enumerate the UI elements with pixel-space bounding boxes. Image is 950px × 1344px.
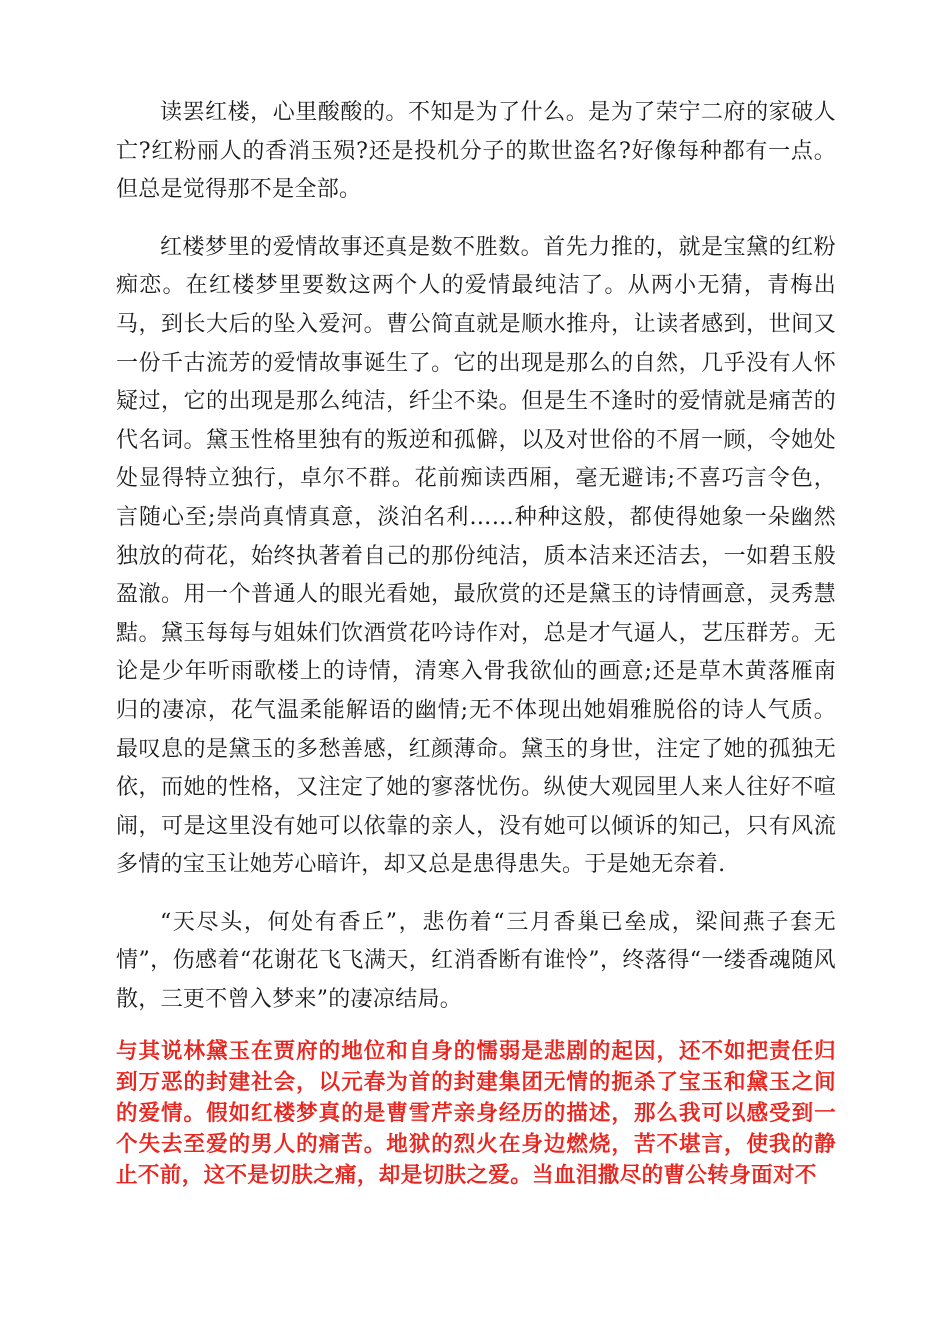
- document-body: [116, 94, 836, 1192]
- paragraph-poems: “天尽头，何处有香丘”，悲伤着“三月香巢已垒成，梁间燕子套无情”，伤感着“花谢花飞飞满天，红消香断有谁怜”，终落得“一缕香魂随风散，三更不曾入梦来”的凄凉结局。: [116, 909, 836, 1013]
- paragraph-intro: 读罢红楼，心里酸酸的。不知是为了什么。是为了荣宁二府的家破人亡?红粉丽人的香消玉殒?还是投机分子的欺世盗名?好像每种都有一点。但总是觉得那不是全部。: [116, 100, 836, 203]
- paragraph-highlight: 与其说林黛玉在贾府的地位和自身的懦弱是悲剧的起因，还不如把责任归到万恶的封建社会，以元春为首的封建集团无情的扼杀了宝玉和黛玉之间的爱情。假如红楼梦真的是曹雪芹亲身经历的描述，那么我可以感受到一个失去至爱的男人的痛苦。地狱的烈火在身边燃烧，苦不堪言，使我的静止不前，这不是切肤之痛，却是切肤之爱。当血泪撒尽的曹公转身面对不: [116, 1038, 836, 1189]
- paragraph-love-story: 红楼梦里的爱情故事还真是数不胜数。首先力推的，就是宝黛的红粉痴恋。在红楼梦里要数这两个人的爱情最纯洁了。从两小无猜，青梅出马，到长大后的坠入爱河。曹公简直就是顺水推舟，让读者感到，世间又一份千古流芳的爱情故事诞生了。它的出现是那么的自然，几乎没有人怀疑过，它的出现是那么纯洁，纤尘不染。但是生不逢时的爱情就是痛苦的代名词。黛玉性格里独有的叛逆和孤僻，以及对世俗的不屑一顾，令她处处显得特立独行，卓尔不群。花前痴读西厢，毫无避讳;不喜巧言令色，言随心至;崇尚真情真意，淡泊名利……种种这般，都使得她象一朵幽然独放的荷花，始终执著着自己的那份纯洁，质本洁来还洁去，一如碧玉般盈澈。用一个普通人的眼光看她，最欣赏的还是黛玉的诗情画意，灵秀慧黠。黛玉每每与姐妹们饮酒赏花吟诗作对，总是才气逼人，艺压群芳。无论是少年听雨歌楼上的诗情，清寒入骨我欲仙的画意;还是草木黄落雁南归的凄凉，花气温柔能解语的幽情;无不体现出她娟雅脱俗的诗人气质。最叹息的是黛玉的多愁善感，红颜薄命。黛玉的身世，注定了她的孤独无依，而她的性格，又注定了她的寥落忧伤。纵使大观园里人来人往好不喧闹，可是这里没有她可以依靠的亲人，没有她可以倾诉的知己，只有风流多情的宝玉让她芳心暗许，却又总是患得患失。于是她无奈着.: [116, 234, 836, 878]
